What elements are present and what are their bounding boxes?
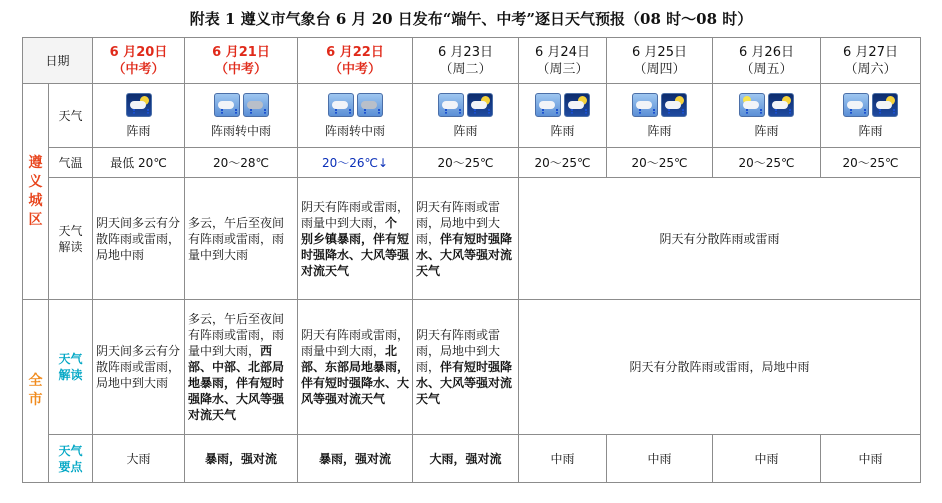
- all-interp-2: 多云，午后至夜间有阵雨或雷雨，雨量中到大雨，西部、中部、北部局地暴雨，伴有短时强降水、大风等强对流天气: [185, 300, 298, 435]
- key-cell-3: 暴雨，强对流: [298, 435, 413, 483]
- rain-icon: [535, 93, 561, 117]
- day-header-4: 6 月23日 （周二）: [413, 38, 519, 84]
- all-interp-1: 阴天间多云有分散阵雨或雷雨，局地中到大雨: [93, 300, 185, 435]
- night-rain-icon: [872, 93, 898, 117]
- day-header-1: 6 月20日 （中考）: [93, 38, 185, 84]
- temp-label: 气温: [49, 148, 93, 178]
- all-interp-5-8: 阴天有分散阵雨或雷雨，局地中雨: [519, 300, 921, 435]
- city-interp-label: 天气解读: [49, 178, 93, 300]
- weather-cell-6: 阵雨: [607, 84, 713, 148]
- weather-cell-8: 阵雨: [821, 84, 921, 148]
- temp-cell-7: 20～25℃: [713, 148, 821, 178]
- temp-cell-6: 20～25℃: [607, 148, 713, 178]
- temp-cell-2: 20～28℃: [185, 148, 298, 178]
- all-interp-label: 天气解读: [49, 300, 93, 435]
- night-rain-icon: [467, 93, 493, 117]
- weather-cell-5: 阵雨: [519, 84, 607, 148]
- temp-cell-3: 20～26℃↓: [298, 148, 413, 178]
- region-all: 全市: [23, 300, 49, 483]
- key-cell-6: 中雨: [607, 435, 713, 483]
- night-rain-icon: [661, 93, 687, 117]
- date-header: 日期: [23, 38, 93, 84]
- temp-cell-5: 20～25℃: [519, 148, 607, 178]
- key-cell-4: 大雨，强对流: [413, 435, 519, 483]
- city-interp-3: 阴天有阵雨或雷雨，雨量中到大雨，个别乡镇暴雨，伴有短时强降水、大风等强对流天气: [298, 178, 413, 300]
- city-interp-4: 阴天有阵雨或雷雨，局地中到大雨，伴有短时强降水、大风等强对流天气: [413, 178, 519, 300]
- rain-icon: [438, 93, 464, 117]
- weather-cell-4: 阵雨: [413, 84, 519, 148]
- key-cell-1: 大雨: [93, 435, 185, 483]
- city-interp-5-8: 阴天有分散阵雨或雷雨: [519, 178, 921, 300]
- temp-cell-1: 最低 20℃: [93, 148, 185, 178]
- key-cell-8: 中雨: [821, 435, 921, 483]
- day-header-7: 6 月26日 （周五）: [713, 38, 821, 84]
- day-header-3: 6 月22日 （中考）: [298, 38, 413, 84]
- heavy-rain-icon: [357, 93, 383, 117]
- key-cell-7: 中雨: [713, 435, 821, 483]
- night-rain-icon: [768, 93, 794, 117]
- night-rain-icon: [126, 93, 152, 117]
- city-interp-2: 多云，午后至夜间有阵雨或雷雨，雨量中到大雨: [185, 178, 298, 300]
- key-label: 天气要点: [49, 435, 93, 483]
- day-header-6: 6 月25日 （周四）: [607, 38, 713, 84]
- rain-icon: [214, 93, 240, 117]
- key-cell-2: 暴雨，强对流: [185, 435, 298, 483]
- rain-icon: [632, 93, 658, 117]
- key-cell-5: 中雨: [519, 435, 607, 483]
- city-interp-1: 阴天间多云有分散阵雨或雷雨，局地中雨: [93, 178, 185, 300]
- rain-icon: [328, 93, 354, 117]
- night-rain-icon: [564, 93, 590, 117]
- weather-cell-3: 阵雨转中雨: [298, 84, 413, 148]
- all-interp-3: 阴天有阵雨或雷雨，雨量中到大雨，北部、东部局地暴雨，伴有短时强降水、大风等强对流天气: [298, 300, 413, 435]
- weather-cell-7: 阵雨: [713, 84, 821, 148]
- heavy-rain-icon: [243, 93, 269, 117]
- day-header-5: 6 月24日 （周三）: [519, 38, 607, 84]
- weather-cell-2: 阵雨转中雨: [185, 84, 298, 148]
- all-interp-4: 阴天有阵雨或雷雨，局地中到大雨，伴有短时强降水、大风等强对流天气: [413, 300, 519, 435]
- weather-cell-1: 阵雨: [93, 84, 185, 148]
- day-header-2: 6 月21日 （中考）: [185, 38, 298, 84]
- rain-icon: [843, 93, 869, 117]
- sun-rain-icon: [739, 93, 765, 117]
- temp-cell-4: 20～25℃: [413, 148, 519, 178]
- day-header-8: 6 月27日 （周六）: [821, 38, 921, 84]
- page-title: 附表 1 遵义市气象台 6 月 20 日发布“端午、中考”逐日天气预报（08 时～08 时）: [189, 10, 753, 28]
- temp-cell-8: 20～25℃: [821, 148, 921, 178]
- forecast-table: [22, 37, 921, 483]
- region-city: 遵义城区: [23, 84, 49, 300]
- weather-label: 天气: [49, 84, 93, 148]
